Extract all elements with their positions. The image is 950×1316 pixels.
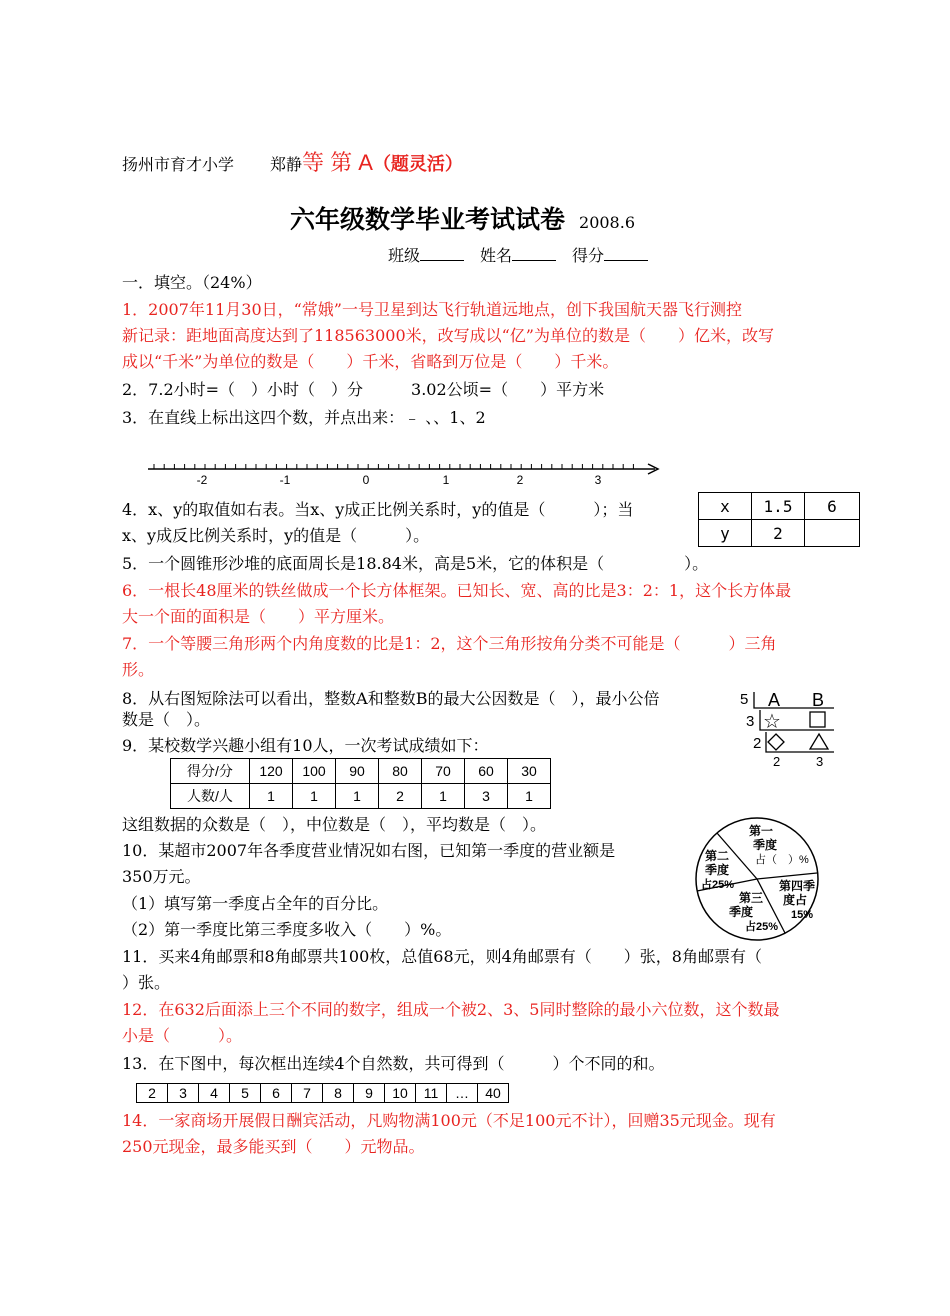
quotient-3: 3 xyxy=(816,754,824,769)
q10-line4: （2）第一季度比第三季度多收入（ ）%。 xyxy=(122,920,452,939)
seq-cell: 10 xyxy=(385,1084,416,1103)
q14-line2: 250元现金，最多能买到（ ）元物品。 xyxy=(122,1137,425,1156)
q9b: 这组数据的众数是（ ），中位数是（ ），平均数是（ ）。 xyxy=(122,815,547,834)
page-title xyxy=(290,200,635,236)
teacher-name: 郑静 xyxy=(270,155,303,174)
table-cell: 1 xyxy=(250,784,293,809)
seq-cell: 11 xyxy=(416,1084,447,1103)
seq-cell: 5 xyxy=(230,1084,261,1103)
q8-line1: 8．从右图短除法可以看出，整数A和整数B的最大公因数是（ ），最小公倍 xyxy=(122,689,660,708)
star-icon: ☆ xyxy=(763,711,781,733)
table-row xyxy=(137,1084,509,1103)
table-cell: 1 xyxy=(422,784,465,809)
header-note: （题灵活） xyxy=(372,154,463,175)
score-table xyxy=(170,758,551,809)
table-cell: 70 xyxy=(422,759,465,784)
table-cell: 60 xyxy=(465,759,508,784)
q11-line1: 11．买来4角邮票和8角邮票共100枚，总值68元，则4角邮票有（ ）张，8角邮票有（ xyxy=(122,947,762,966)
seq-cell: … xyxy=(447,1084,478,1103)
q10-line2: 350万元。 xyxy=(122,867,201,886)
short-division-diagram xyxy=(736,688,840,770)
numberline-label: -2 xyxy=(196,473,208,487)
label-a: A xyxy=(768,690,781,710)
pie-label-q1: 第一 xyxy=(749,824,774,838)
xy-table xyxy=(698,492,860,547)
title-date: 2008.6 xyxy=(579,213,635,232)
table-cell: 90 xyxy=(336,759,379,784)
pie-label-q2: 季度 xyxy=(705,863,730,877)
pie-label-q3: 季度 xyxy=(729,905,754,919)
table-cell: x xyxy=(699,493,752,520)
table-cell: 100 xyxy=(293,759,336,784)
table-cell: 80 xyxy=(379,759,422,784)
q1-line1: 1．2007年11月30日，“常娥”一号卫星到达飞行轨道远地点，创下我国航天器飞行测控 xyxy=(122,300,742,319)
header-line xyxy=(122,150,463,178)
numberline-label: -1 xyxy=(279,473,291,487)
seq-cell: 9 xyxy=(354,1084,385,1103)
divisor-5: 5 xyxy=(740,691,749,708)
score-field[interactable] xyxy=(604,244,648,261)
numberline-label: 0 xyxy=(362,473,370,487)
pie-label-q1: 占（ ）% xyxy=(755,854,809,866)
table-cell: 120 xyxy=(250,759,293,784)
school-name: 扬州市育才小学 xyxy=(122,155,235,174)
name-field[interactable] xyxy=(512,244,556,261)
table-cell: 6 xyxy=(805,493,860,520)
name-label: 姓名 xyxy=(480,246,513,265)
seq-cell: 2 xyxy=(137,1084,168,1103)
title-main: 六年级数学毕业考试试卷 xyxy=(290,205,566,234)
q1-line2: 新记录：距地面高度达到了118563000米，改写成以“亿”为单位的数是（ ）亿米，改写 xyxy=(122,326,774,345)
numberline-label: 3 xyxy=(594,473,602,487)
class-field[interactable] xyxy=(420,244,464,261)
triangle-icon xyxy=(810,734,828,749)
table-row xyxy=(699,493,860,520)
seq-cell: 4 xyxy=(199,1084,230,1103)
q10-line3: （1）填写第一季度占全年的百分比。 xyxy=(122,894,389,913)
section-heading: 一．填空。（24%） xyxy=(122,273,262,292)
pie-label-q3: 第三 xyxy=(739,891,764,905)
table-cell: 1 xyxy=(336,784,379,809)
q10-line1: 10．某超市2007年各季度营业情况如右图，已知第一季度的营业额是 xyxy=(122,841,616,860)
class-label: 班级 xyxy=(388,246,421,265)
q13: 13．在下图中，每次框出连续4个自然数，共可得到（ ）个不同的和。 xyxy=(122,1054,665,1073)
table-cell: 1 xyxy=(508,784,551,809)
pie-label-q4: 15% xyxy=(791,909,814,921)
numberline-label: 2 xyxy=(516,473,524,487)
table-header: 得分/分 xyxy=(171,759,250,784)
table-row xyxy=(699,520,860,547)
divisor-3: 3 xyxy=(746,713,755,730)
table-cell: y xyxy=(699,520,752,547)
q5: 5．一个圆锥形沙堆的底面周长是18.84米，高是5米，它的体积是（ ）。 xyxy=(122,554,709,573)
number-sequence xyxy=(136,1083,509,1103)
q11-line2: ）张。 xyxy=(122,973,171,992)
seq-cell: 6 xyxy=(261,1084,292,1103)
info-line xyxy=(388,243,648,269)
table-cell: 1 xyxy=(293,784,336,809)
seq-cell: 7 xyxy=(292,1084,323,1103)
q7-line2: 形。 xyxy=(122,660,155,679)
pie-label-q1: 季度 xyxy=(753,838,778,852)
score-label: 得分 xyxy=(572,246,605,265)
q1-line3: 成以“千米”为单位的数是（ ）千米，省略到万位是（ ）千米。 xyxy=(122,352,619,371)
table-cell[interactable] xyxy=(805,520,860,547)
table-cell: 2 xyxy=(752,520,805,547)
table-cell: 3 xyxy=(465,784,508,809)
table-cell: 1.5 xyxy=(752,493,805,520)
table-row xyxy=(171,784,551,809)
q4-line2: x、y成反比例关系时，y的值是（ ）。 xyxy=(122,526,430,545)
quotient-2: 2 xyxy=(773,754,781,769)
pie-chart xyxy=(693,815,823,943)
pie-label-q3: 占25% xyxy=(745,921,779,933)
label-b: B xyxy=(812,690,825,710)
q3: 3．在直线上标出这四个数，并点出来：﹣ 、、1、2 xyxy=(122,408,486,427)
grade-tag: 等 第 A xyxy=(302,150,373,175)
numberline-label: 1 xyxy=(442,473,450,487)
seq-cell: 8 xyxy=(323,1084,354,1103)
q6-line2: 大一个面的面积是（ ）平方厘米。 xyxy=(122,607,395,626)
pie-label-q4: 第四季 xyxy=(779,879,816,893)
q6-line1: 6．一根长48厘米的铁丝做成一个长方体框架。已知长、宽、高的比是3：2：1，这个长方体最 xyxy=(122,581,792,600)
diamond-icon xyxy=(768,734,784,750)
q14-line1: 14．一家商场开展假日酬宾活动，凡购物满100元（不足100元不计），回赠35元现金。现有 xyxy=(122,1111,776,1130)
square-icon xyxy=(810,712,825,727)
q12-line2: 小是（ ）。 xyxy=(122,1026,243,1045)
seq-cell: 3 xyxy=(168,1084,199,1103)
pie-label-q2: 第二 xyxy=(705,849,730,863)
q8-line2: 数是（ ）。 xyxy=(122,710,211,729)
table-row xyxy=(171,759,551,784)
pie-label-q2: 占25% xyxy=(701,879,735,891)
q2: 2．7.2小时=（ ）小时（ ）分 3.02公顷=（ ）平方米 xyxy=(122,380,605,399)
q9: 9．某校数学兴趣小组有10人，一次考试成绩如下： xyxy=(122,736,489,755)
number-line xyxy=(140,455,670,487)
divisor-2: 2 xyxy=(753,735,762,752)
q4-line1: 4．x、y的取值如右表。当x、y成正比例关系时，y的值是（ ）；当 xyxy=(122,500,634,519)
seq-cell: 40 xyxy=(478,1084,509,1103)
table-cell: 2 xyxy=(379,784,422,809)
pie-label-q4: 度占 xyxy=(783,893,808,907)
q12-line1: 12．在632后面添上三个不同的数字，组成一个被2、3、5同时整除的最小六位数，这个数最 xyxy=(122,1000,780,1019)
q7-line1: 7．一个等腰三角形两个内角度数的比是1：2，这个三角形按角分类不可能是（ ）三角 xyxy=(122,634,777,653)
table-cell: 30 xyxy=(508,759,551,784)
table-header: 人数/人 xyxy=(171,784,250,809)
